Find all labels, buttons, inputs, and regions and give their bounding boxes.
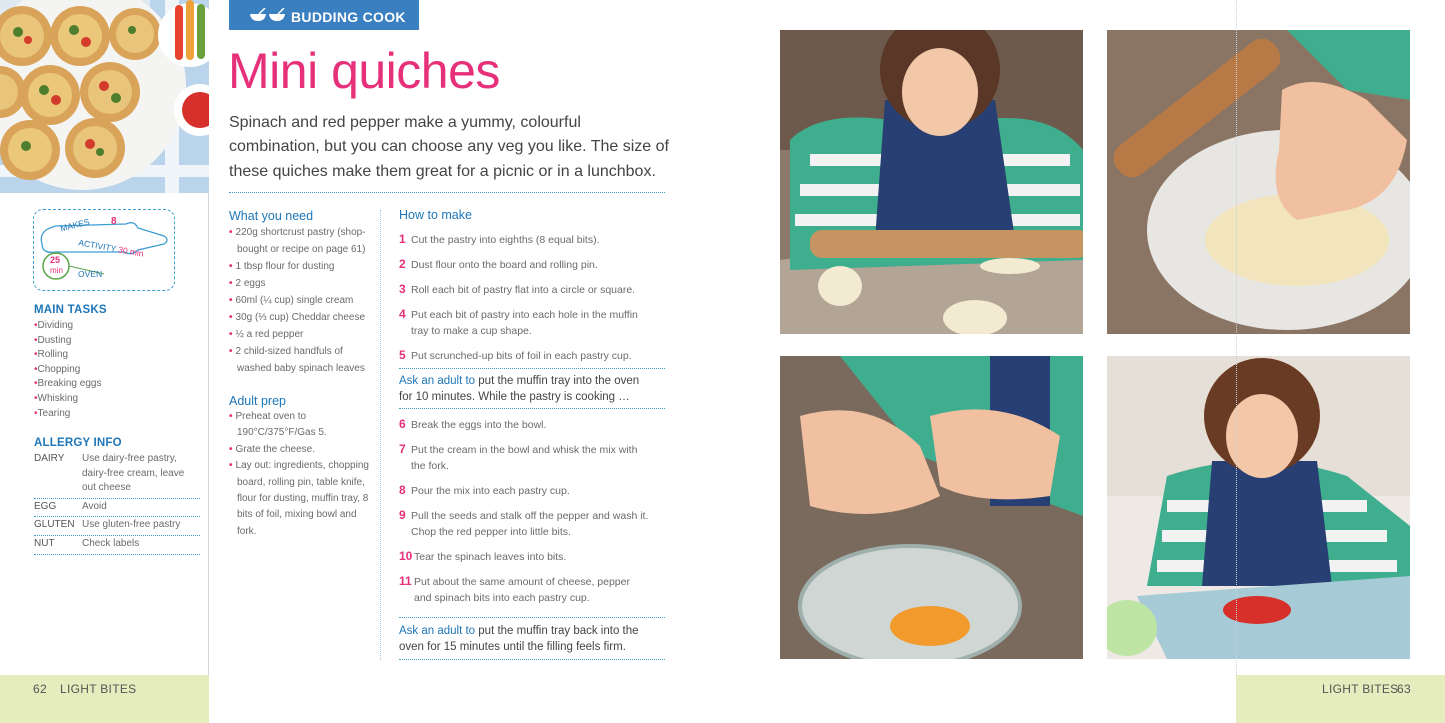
page-number-left: 62 [33, 682, 47, 696]
method-heading: How to make [399, 208, 472, 222]
step-number: 7 [399, 442, 406, 456]
allergy-key: DAIRY [34, 453, 65, 464]
step-text: and spinach bits into each pastry cup. [414, 592, 590, 604]
bullet-icon: • [34, 407, 38, 419]
badge-activity-value: 30 min [117, 244, 145, 259]
task-label: Dusting [37, 334, 72, 346]
main-tasks-heading: MAIN TASKS [34, 304, 107, 316]
method-step-line [399, 281, 638, 298]
method-step [399, 281, 638, 298]
bullet-icon: • [34, 363, 38, 375]
ingredient-item: • 2 eggs [229, 275, 371, 292]
method-step [399, 416, 648, 433]
bullet-icon: • [34, 349, 38, 361]
step-text: Put the cream in the bowl and whisk the mix with [411, 444, 638, 456]
badge-oven-unit: min [50, 266, 63, 275]
method-step [399, 347, 638, 364]
bullet-icon: • [34, 378, 38, 390]
recipe-title: Mini quiches [228, 43, 500, 99]
allergy-key: EGG [34, 500, 57, 512]
ingredients-list [229, 224, 371, 377]
method-step-line [399, 256, 638, 273]
footer-section-right: LIGHT BITES [1322, 682, 1399, 696]
section-tag-label: BUDDING COOK [291, 9, 406, 25]
ingredient-item: • 1 tbsp flour for dusting [229, 258, 371, 275]
page-number-right: 63 [1397, 682, 1411, 696]
step-number: 10 [399, 549, 413, 563]
allergy-text: Use dairy-free pastry, dairy-free cream, leave out cheese [82, 453, 185, 494]
info-badge [33, 209, 175, 291]
bowl-icon [249, 8, 287, 22]
step-text: the fork. [411, 460, 449, 472]
ask2-line1: put the muffin tray back into the [478, 625, 639, 637]
ingredient-item: • 220g shortcrust pastry (shop-bought or recipe on page 61) [229, 224, 371, 258]
step-number: 6 [399, 417, 406, 431]
photo-rolling-pastry [780, 30, 1083, 334]
quiche-photo [0, 0, 209, 193]
step-text: Chop the red pepper into little bits. [411, 526, 571, 538]
allergy-row [34, 499, 200, 518]
step-text: Put about the same amount of cheese, pepper [414, 576, 630, 588]
allergy-table [34, 451, 200, 555]
step-number: 4 [399, 307, 406, 321]
task-label: Whisking [37, 392, 79, 404]
section-tag [229, 0, 419, 30]
method-step-line [399, 416, 648, 433]
method-step [399, 548, 648, 565]
task-label: Tearing [37, 407, 71, 419]
method-step-line [399, 323, 638, 339]
allergy-key: GLUTEN [34, 519, 75, 531]
allergy-heading: ALLERGY INFO [34, 437, 122, 449]
method-step [399, 573, 648, 606]
task-item [34, 348, 101, 363]
method-step-line [399, 347, 638, 364]
method-step [399, 256, 638, 273]
allergy-text: Check labels [82, 537, 140, 549]
allergy-key: NUT [34, 537, 55, 549]
step-text: Pour the mix into each pastry cup. [411, 485, 570, 497]
task-item [34, 334, 101, 349]
allergy-text: Avoid [82, 500, 107, 512]
recipe-intro: Spinach and red pepper make a yummy, colourful combination, but you can choose any veg you like. The size of these quiches make them great for a picnic or in a lunchbox. [229, 114, 669, 180]
step-text: Dust flour onto the board and rolling pin. [411, 259, 598, 271]
adult-prep-item: • Grate the cheese. [229, 442, 371, 458]
method-step-line [399, 458, 648, 474]
allergy-row [34, 451, 200, 499]
method-step-line [399, 524, 648, 540]
step-text: Put scrunched-up bits of foil in each pastry cup. [411, 350, 632, 362]
badge-activity-label: ACTIVITY [77, 237, 117, 254]
task-label: Breaking eggs [37, 378, 102, 390]
photo-pressing-pastry [1107, 30, 1410, 334]
method-step-line [399, 482, 648, 499]
task-label: Chopping [37, 363, 81, 375]
method-step [399, 482, 648, 499]
method-step [399, 231, 638, 248]
method-step-line [399, 548, 648, 565]
step-text: Tear the spinach leaves into bits. [414, 551, 567, 563]
bullet-icon: • [34, 334, 38, 346]
method-step [399, 306, 638, 339]
badge-makes-value: 8 [111, 216, 117, 227]
footer-section-left: LIGHT BITES [60, 682, 137, 696]
method-step-line [399, 507, 648, 524]
task-label: Dividing [37, 320, 74, 331]
adult-prep-item: • Lay out: ingredients, chopping board, rolling pin, table knife, flour for dusting, muffin tray, 8 bits of foil, mixing bowl and fork. [229, 458, 371, 540]
step-text: Pull the seeds and stalk off the pepper and wash it. [411, 510, 649, 522]
adult-prep-list [229, 409, 371, 540]
ask2-rule-top [399, 617, 665, 618]
adult-prep-item: • Preheat oven to 190°C/375°F/Gas 5. [229, 409, 371, 442]
ingredients-heading: What you need [229, 209, 314, 223]
task-item [34, 363, 101, 378]
ingredient-item: • ½ a red pepper [229, 326, 371, 343]
main-tasks-list [34, 319, 101, 421]
allergy-row [34, 517, 200, 536]
step-number: 1 [399, 232, 406, 246]
method-step-line [399, 590, 648, 606]
task-item [34, 377, 101, 392]
task-item [34, 319, 101, 334]
badge-oven-label: OVEN [78, 269, 103, 279]
photo-breaking-eggs [780, 356, 1083, 659]
task-label: Rolling [37, 349, 69, 361]
step-text: Break the eggs into the bowl. [411, 419, 547, 431]
step-number: 2 [399, 257, 406, 271]
step-text: Roll each bit of pastry flat into a circle or square. [411, 284, 636, 296]
ask-adult-note-1 [399, 373, 639, 405]
ask1-line2: for 10 minutes. While the pastry is cooking … [399, 391, 630, 403]
step-number: 8 [399, 483, 406, 497]
intro-rule [229, 192, 665, 193]
step-number: 9 [399, 508, 406, 522]
method-step-line [399, 306, 638, 323]
ask-adult-note-2 [399, 623, 639, 655]
badge-oven-value: 25 [50, 255, 61, 265]
ask1-prefix: Ask an adult to [399, 375, 476, 387]
ingredient-item: • 60ml (¼ cup) single cream [229, 292, 371, 309]
step-number: 3 [399, 282, 406, 296]
adult-prep-heading: Adult prep [229, 394, 286, 408]
sidebar-divider [208, 193, 209, 675]
step-number: 11 [399, 574, 412, 588]
ingredient-item: • 2 child-sized handfuls of washed baby spinach leaves [229, 343, 371, 377]
bullet-icon: • [34, 392, 38, 404]
column-divider [380, 210, 381, 660]
ask1-rule-bottom [399, 408, 665, 409]
ask1-rule-top [399, 368, 665, 369]
ask2-line2: oven for 15 minutes until the filling feels firm. [399, 641, 626, 653]
step-number: 5 [399, 348, 406, 362]
step-text: Cut the pastry into eighths (8 equal bits). [411, 234, 600, 246]
right-margin-line [1236, 0, 1237, 675]
ingredient-item: • 30g (⅓ cup) Cheddar cheese [229, 309, 371, 326]
allergy-text: Use gluten-free pastry [82, 519, 181, 531]
photo-chopping-pepper [1107, 356, 1410, 659]
bullet-icon: • [34, 320, 38, 331]
ask2-prefix: Ask an adult to [399, 625, 476, 637]
method-step-line [399, 573, 648, 590]
ask2-rule-bottom [399, 659, 665, 660]
ask1-line1: put the muffin tray into the oven [478, 375, 640, 387]
task-item [34, 407, 101, 422]
allergy-row [34, 536, 200, 555]
method-step [399, 507, 648, 540]
task-item [34, 392, 101, 407]
step-text: tray to make a cup shape. [411, 325, 532, 337]
step-text: Put each bit of pastry into each hole in the muffin [411, 309, 638, 321]
method-steps-6-11 [399, 416, 648, 614]
method-steps-1-5 [399, 231, 638, 372]
method-step [399, 441, 648, 474]
method-step-line [399, 231, 638, 248]
badge-makes-label: MAKES [59, 216, 91, 234]
method-step-line [399, 441, 648, 458]
